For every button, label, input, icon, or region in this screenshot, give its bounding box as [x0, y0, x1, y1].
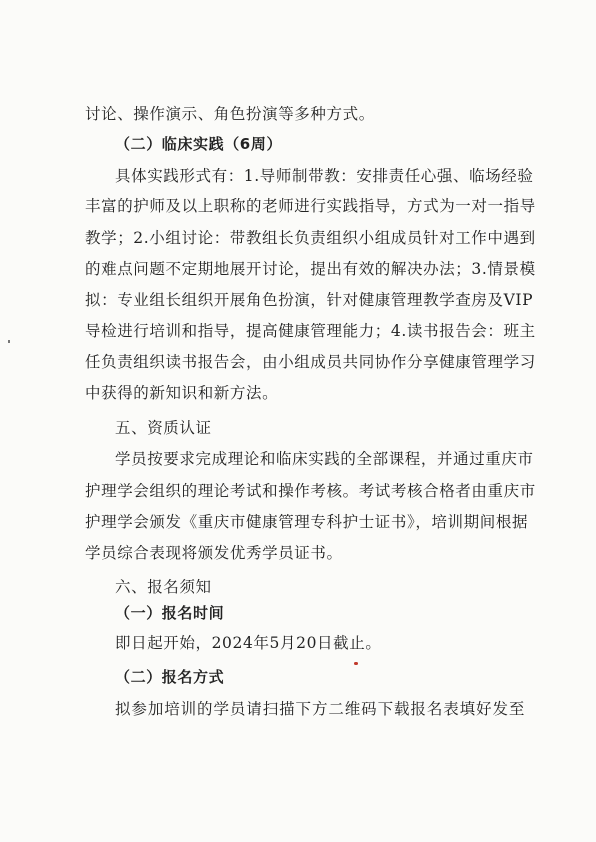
subsection-heading-registration-method: （二）报名方式 — [115, 668, 225, 686]
paragraph-line: 的难点问题不定期地展开讨论，提出有效的解决办法；3.情景模 — [85, 260, 536, 278]
red-ink-mark — [354, 662, 358, 665]
section-heading-registration: 六、报名须知 — [115, 578, 212, 596]
subsection-heading-clinical-practice: （二）临床实践（6周） — [115, 135, 283, 153]
paragraph-line-registration-date: 即日起开始，2024年5月20日截止。 — [115, 634, 382, 652]
paragraph-line: 导检进行培训和指导，提高健康管理能力；4.读书报告会：班主 — [85, 322, 536, 340]
paragraph-line: 护理学会组织的理论考试和操作考核。考试考核合格者由重庆市 — [85, 482, 536, 500]
paragraph-continuation-line: 讨论、操作演示、角色扮演等多种方式。 — [85, 105, 375, 123]
paragraph-line: 任负责组织读书报告会，由小组成员共同协作分享健康管理学习 — [85, 353, 536, 371]
paragraph-line: 学员按要求完成理论和临床实践的全部课程，并通过重庆市 — [115, 450, 534, 468]
paragraph-line: 中获得的新知识和新方法。 — [85, 384, 279, 402]
subsection-heading-registration-time: （一）报名时间 — [115, 604, 225, 622]
paragraph-line: 拟参加培训的学员请扫描下方二维码下载报名表填好发至 — [115, 700, 525, 718]
scan-speck — [8, 340, 10, 343]
paragraph-line: 丰富的护师及以上职称的老师进行实践指导，方式为一对一指导 — [85, 197, 536, 215]
paragraph-line: 护理学会颁发《重庆市健康管理专科护士证书》，培训期间根据 — [85, 513, 529, 531]
paragraph-line: 拟：专业组长组织开展角色扮演，针对健康管理教学查房及VIP — [85, 291, 534, 309]
paragraph-line: 教学；2.小组讨论：带教组长负责组织小组成员针对工作中遇到 — [85, 229, 536, 247]
paragraph-line: 学员综合表现将颁发优秀学员证书。 — [85, 544, 343, 562]
section-heading-certification: 五、资质认证 — [115, 419, 212, 437]
paragraph-line: 具体实践形式有：1.导师制带教：安排责任心强、临场经验 — [115, 167, 534, 185]
